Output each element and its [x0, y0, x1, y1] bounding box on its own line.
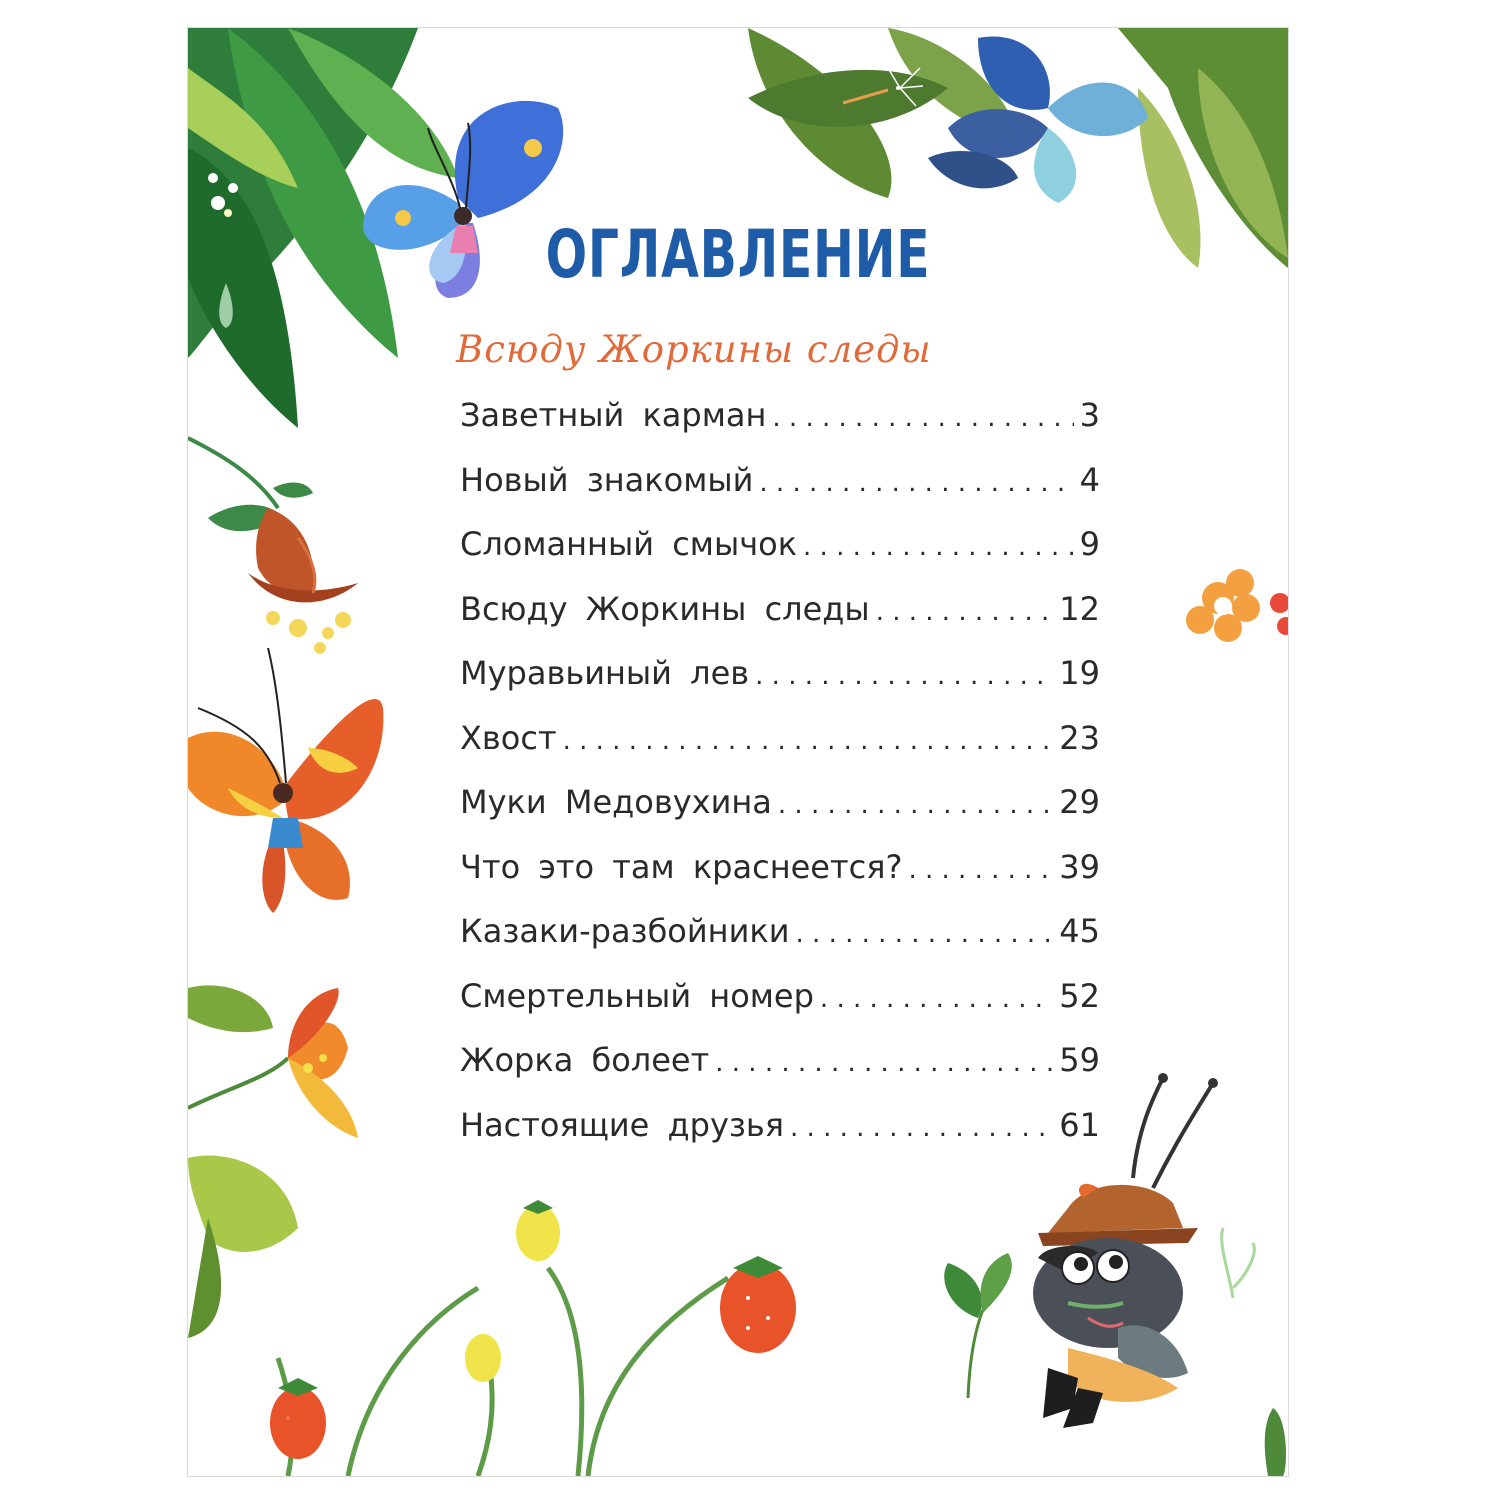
- toc-entry-title: Что это там краснеется?: [460, 847, 903, 886]
- dot-leader: [778, 790, 1053, 820]
- dot-leader: [796, 919, 1054, 949]
- toc-entry[interactable]: [460, 1106, 1100, 1171]
- red-bell-flower: [188, 438, 358, 654]
- leaf-bottom-right: [1265, 1408, 1286, 1476]
- toc-entry[interactable]: [460, 525, 1100, 590]
- toc-entry[interactable]: [460, 654, 1100, 719]
- toc-entry-title: Новый знакомый: [460, 460, 754, 499]
- toc-entry-title: Заветный карман: [460, 396, 767, 434]
- dot-leader: [820, 984, 1053, 1014]
- dot-leader: [876, 597, 1054, 627]
- toc-entry-page: 4: [1079, 460, 1100, 499]
- toc-entry-page: 61: [1059, 1105, 1100, 1144]
- toc-entry[interactable]: [460, 590, 1100, 655]
- toc-entry-page: 59: [1059, 1041, 1100, 1079]
- toc-entry[interactable]: [460, 912, 1100, 977]
- toc-entry[interactable]: [460, 1041, 1100, 1106]
- toc-entry[interactable]: [460, 396, 1100, 461]
- toc-entry-page: 52: [1059, 976, 1100, 1015]
- orange-butterfly-fairy: [188, 648, 383, 913]
- toc-entry[interactable]: [460, 977, 1100, 1042]
- toc-entry[interactable]: [460, 848, 1100, 913]
- orange-flower-left: [188, 985, 358, 1338]
- toc-entry-page: 23: [1059, 718, 1100, 757]
- toc-entry-page: 39: [1059, 847, 1100, 886]
- dot-leader: [803, 532, 1074, 562]
- book-page: [187, 27, 1289, 1477]
- toc-entry-page: 9: [1079, 525, 1100, 563]
- toc-entry-page: 29: [1059, 783, 1100, 821]
- orange-flower-right: [1186, 569, 1288, 642]
- toc-entry-title: Всюду Жоркины следы: [460, 589, 870, 628]
- dot-leader: [755, 661, 1053, 691]
- toc-entry-title: Казаки-разбойники: [460, 912, 790, 950]
- toc-entry-page: 19: [1059, 654, 1100, 692]
- toc-entry-title: Настоящие друзья: [460, 1105, 785, 1144]
- toc-entry[interactable]: [460, 461, 1100, 526]
- toc-entry-page: 45: [1059, 912, 1100, 950]
- toc-entry-page: 12: [1059, 589, 1100, 628]
- toc-entry-title: Смертельный номер: [460, 976, 814, 1015]
- section-title: Всюду Жоркины следы: [456, 328, 932, 371]
- toc-entry-title: Жорка болеет: [460, 1041, 710, 1079]
- toc-entry-page: 3: [1079, 396, 1100, 434]
- dot-leader: [563, 726, 1054, 756]
- dot-leader: [772, 403, 1073, 433]
- dot-leader: [790, 1113, 1053, 1143]
- dot-leader: [908, 855, 1053, 885]
- toc-entry-title: Сломанный смычок: [460, 525, 798, 563]
- table-of-contents: [460, 396, 1100, 1170]
- toc-entry-title: Хвост: [460, 718, 557, 757]
- wild-strawberries: [270, 1200, 796, 1476]
- dot-leader: [759, 468, 1073, 498]
- toc-entry-title: Муки Медовухина: [460, 783, 772, 821]
- page-title: ОГЛАВЛЕНИЕ: [545, 216, 931, 293]
- toc-entry-title: Муравьиный лев: [460, 654, 750, 692]
- toc-entry[interactable]: [460, 783, 1100, 848]
- dot-leader: [715, 1048, 1053, 1078]
- toc-entry[interactable]: [460, 719, 1100, 784]
